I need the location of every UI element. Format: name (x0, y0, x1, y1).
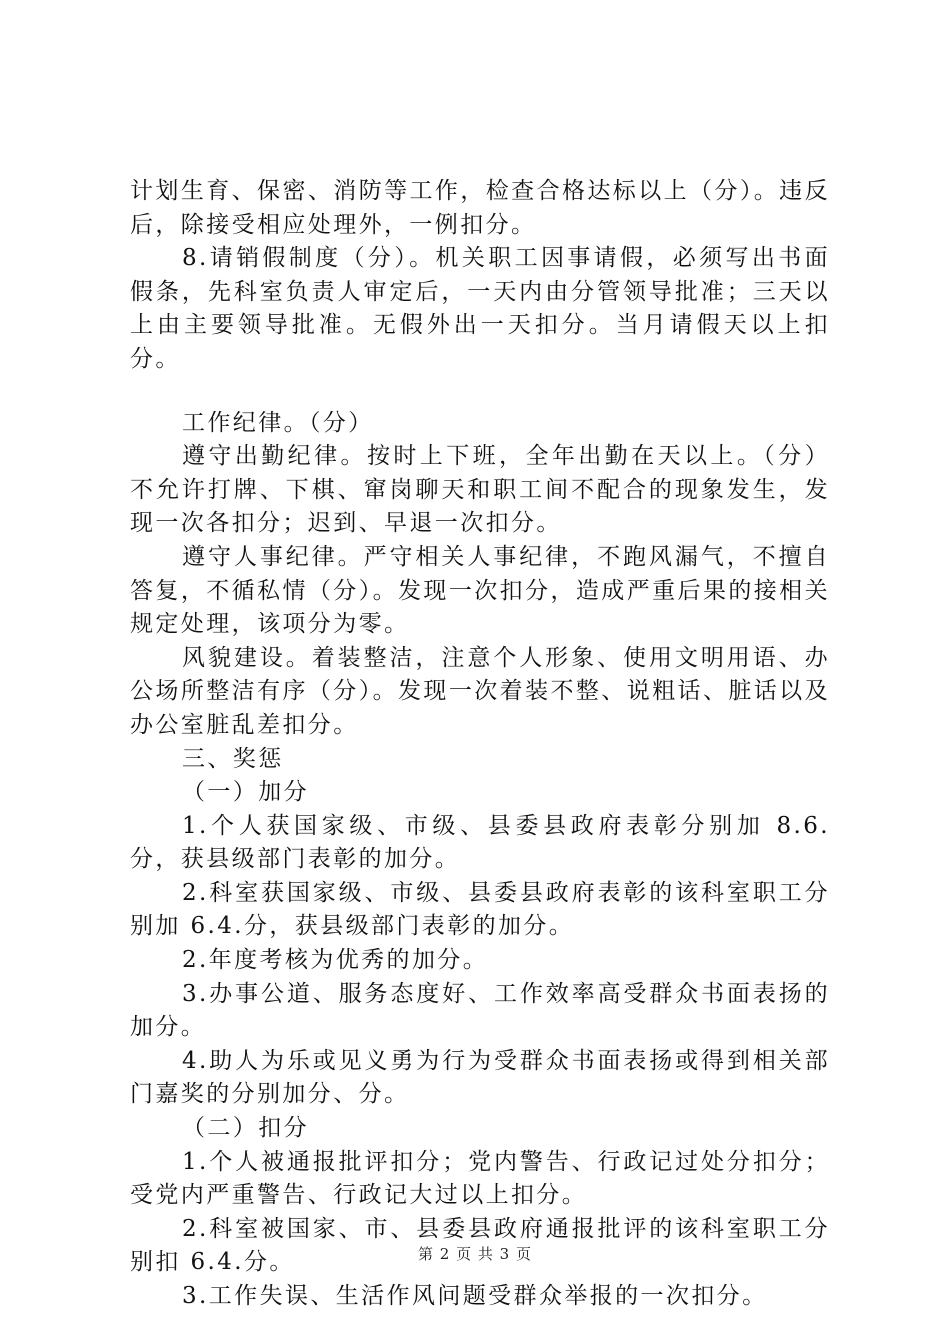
paragraph: （一）加分 (182, 779, 309, 806)
paragraph: 8.请销假制度（分）。机关职工因事请假，必须写出书面假条，先科室负责人审定后，一天内由分管领导批准；三天以上由主要领导批准。无假外出一天扣分。当月请假天以上扣分。 (130, 245, 830, 372)
paragraph: 2.科室获国家级、市级、县委县政府表彰的该科室职工分别加 6.4.分，获县级部门表彰的加分。 (130, 879, 830, 940)
paragraph: 遵守人事纪律。严守相关人事纪律，不跑风漏气，不擅自答复，不循私情（分）。发现一次扣分，造成严重后果的接相关规定处理，该项分为零。 (130, 543, 830, 638)
paragraph: 计划生育、保密、消防等工作，检查合格达标以上（分）。违反后，除接受相应处理外，一例扣分。 (130, 178, 830, 238)
paragraph: 3.工作失误、生活作风问题受群众举报的一次扣分。 (182, 1283, 768, 1309)
document-body (130, 175, 830, 1314)
paragraph: 3.办事公道、服务态度好、工作效率高受群众书面表扬的加分。 (130, 980, 830, 1041)
paragraph: 2.年度考核为优秀的加分。 (182, 947, 489, 974)
paragraph: 4.助人为乐或见义勇为行为受群众书面表扬或得到相关部门嘉奖的分别加分、分。 (130, 1047, 830, 1108)
paragraph: 风貌建设。着装整洁，注意个人形象、使用文明用语、办公场所整洁有序（分）。发现一次着装不整、说粗话、脏话以及办公室脏乱差扣分。 (130, 644, 830, 738)
paragraph: 1.个人获国家级、市级、县委县政府表彰分别加 8.6.分，获县级部门表彰的加分。 (130, 812, 830, 873)
page-footer: 第 2 页 共 3 页 (418, 1245, 532, 1263)
paragraph: 遵守出勤纪律。按时上下班，全年出勤在天以上。（分）不允许打牌、下棋、窜岗聊天和职工间不配合的现象发生，发现一次各扣分；迟到、早退一次扣分。 (130, 443, 830, 537)
paragraph: （二）扣分 (182, 1115, 309, 1142)
paragraph: 三、奖惩 (182, 745, 284, 772)
paragraph: 2.科室被国家、市、县委县政府通报批评的该科室职工分别扣 6.4.分。 (130, 1215, 830, 1276)
paragraph: 工作纪律。（分） (182, 409, 374, 436)
paragraph: 1.个人被通报批评扣分；党内警告、行政记过处分扣分；受党内严重警告、行政记大过以上扣分。 (130, 1148, 830, 1209)
